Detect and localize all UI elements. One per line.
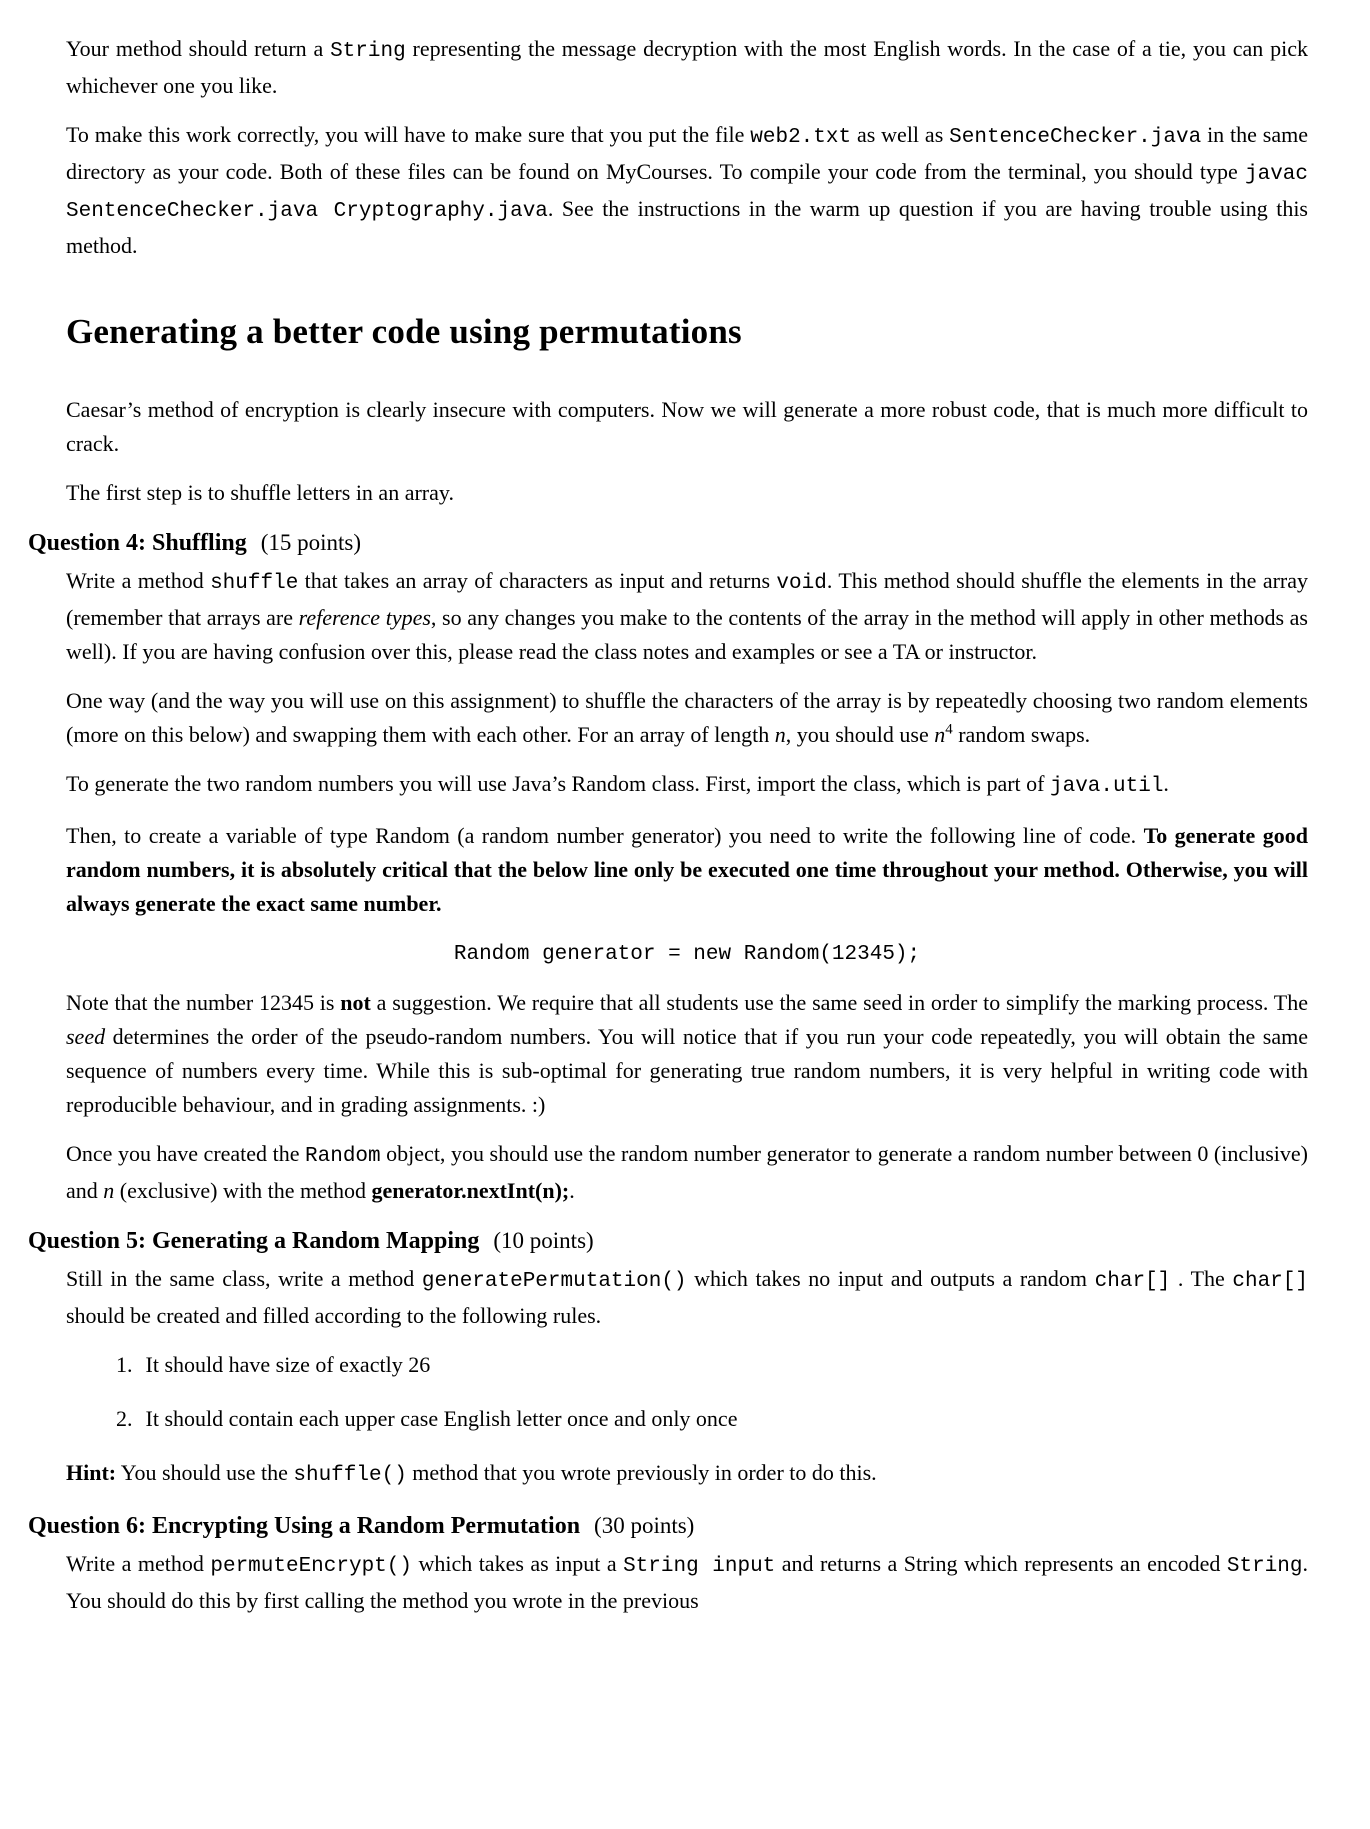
question-6-heading: Question 6: Encrypting Using a Random Permutation (30 points) bbox=[28, 1513, 695, 1539]
list-item bbox=[66, 1348, 1308, 1382]
paragraph-note-seed: Note that the number 12345 is not a suggestion. We require that all students use the same seed in order to simplify the marking process. The seed determines the order of the pseudo-random numbers. You will notice that if you run your code repeatedly, you will obtain the same sequence of numbers every time. While this is sub-optimal for generating true random numbers, it is very helpful in writing code with reproducible behaviour, and in grading assignments. :) bbox=[66, 990, 1308, 1117]
hint-paragraph: Hint: You should use the shuffle() method that you wrote previously in order to do this. bbox=[66, 1460, 877, 1487]
paragraph-setup-files: To make this work correctly, you will have to make sure that you put the file web2.txt as well as SentenceChecker.java in the same directory as your code. Both of these files can be found on MyCourses. To compile your code from the terminal, you should type javac SentenceChecker.java Cryptography.java. See the instructions in the warm up question if you are having trouble using this method. bbox=[66, 122, 1309, 258]
list-item-text: It should contain each upper case English letter once and only once bbox=[145, 1406, 738, 1431]
paragraph-two-random-numbers: To generate the two random numbers you will use Java’s Random class. First, import the class, which is part of java.util. bbox=[66, 771, 1169, 798]
section-heading: Generating a better code using permutations bbox=[66, 312, 742, 351]
paragraph-then-create: Then, to create a variable of type Random (a random number generator) you need to write the following line of code. To generate good random numbers, it is absolutely critical that the below line only be executed one time throughout your method. Otherwise, you will always generate the exact same number. bbox=[66, 823, 1308, 916]
list-item-number: 1. bbox=[116, 1352, 133, 1377]
list-item-number: 2. bbox=[116, 1406, 133, 1431]
paragraph-once-created: Once you have created the Random object, you should use the random number generator to generate a random number between 0 (inclusive) and n (exclusive) with the method generator.nextInt(n);. bbox=[66, 1141, 1308, 1203]
code-line-random-generator: Random generator = new Random(12345); bbox=[453, 943, 921, 966]
question-4-heading: Question 4: Shuffling (15 points) bbox=[28, 530, 362, 556]
paragraph-caesar-insecure: Caesar’s method of encryption is clearly insecure with computers. Now we will generate a more robust code, that is much more difficult to crack. bbox=[66, 397, 1308, 456]
paragraph-one-way: One way (and the way you will use on this assignment) to shuffle the characters of the array is by repeatedly choosing two random elements (more on this below) and swapping them with each other. For an array of length n, you should use $n^4$ random swaps. bbox=[66, 688, 1308, 747]
paragraph-shuffle-method: Write a method shuffle that takes an array of characters as input and returns void. This method should shuffle the elements in the array (remember that arrays are reference types, so any changes you make to the contents of the array in the method will apply in other methods as well). If you are having confusion over this, please read the class notes and examples or see a TA or instructor. bbox=[66, 568, 1309, 664]
list-item bbox=[66, 1402, 1308, 1436]
paragraph-return-string: Your method should return a String representing the message decryption with the most English words. In the case of a tie, you can pick whichever one you like. bbox=[66, 36, 1309, 98]
list-item-text: It should have size of exactly 26 bbox=[145, 1352, 431, 1377]
question-5-heading: Question 5: Generating a Random Mapping (10 points) bbox=[28, 1228, 594, 1254]
rules-list bbox=[66, 1348, 1308, 1436]
paragraph-generate-permutation: Still in the same class, write a method generatePermutation() which takes no input and outputs a random char[] . The char[] should be created and filled according to the following rules. bbox=[66, 1266, 1308, 1328]
paragraph-permute-encrypt: Write a method permuteEncrypt() which takes as input a String input and returns a String which represents an encoded String. You should do this by first calling the method you wrote in the previous bbox=[66, 1551, 1308, 1613]
paragraph-first-step: The first step is to shuffle letters in an array. bbox=[66, 480, 454, 505]
